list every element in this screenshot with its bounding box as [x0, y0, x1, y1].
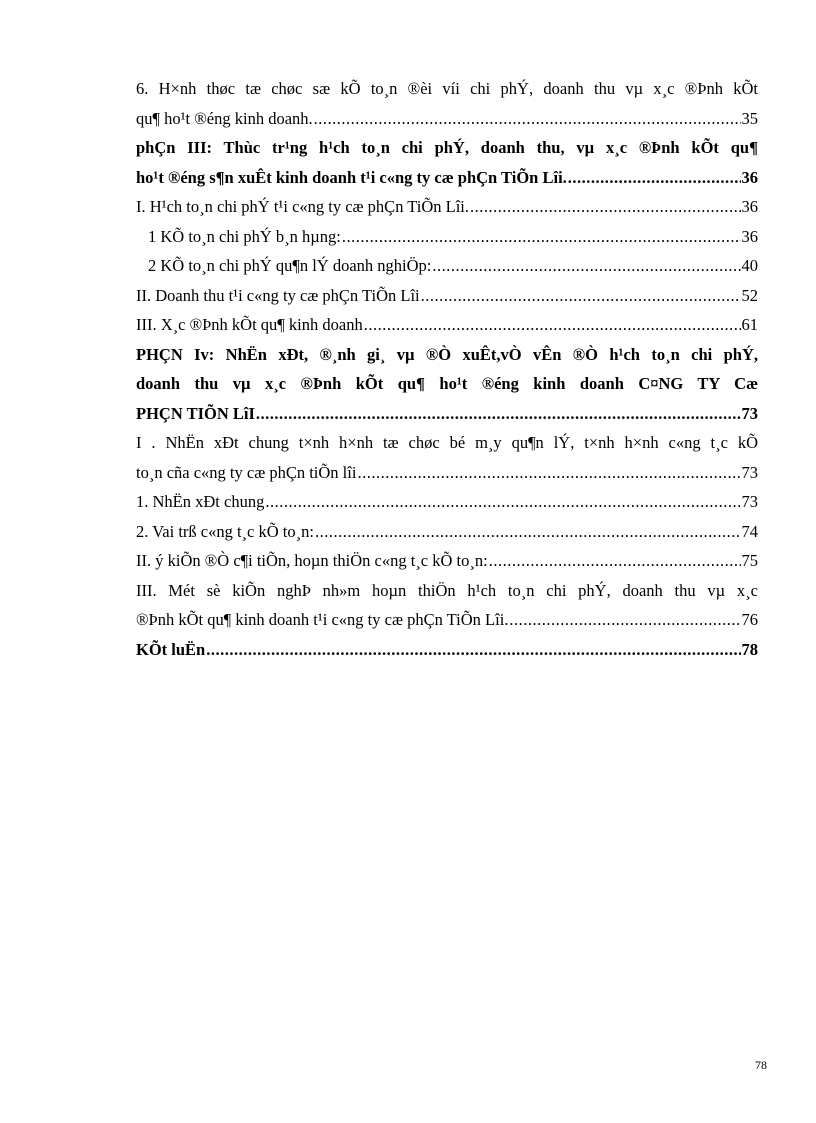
toc-page-number: 78	[741, 639, 758, 659]
toc-entry-line: 6. H×nh thøc tæ chøc sæ kÕ to¸n ®èi víi chi phÝ, doanh thu vµ x¸c ®Þnh kÕt	[136, 79, 758, 98]
dot-leader	[265, 487, 740, 517]
toc-entry	[136, 546, 758, 576]
dot-leader	[315, 517, 741, 547]
toc-page-number: 35	[741, 108, 758, 128]
toc-entry-title: 2 KÕ to¸n chi phÝ qu¶n lÝ doanh nghiÖp:	[148, 256, 432, 275]
toc-entry	[136, 635, 758, 665]
table-of-contents	[136, 74, 758, 664]
dot-leader	[206, 635, 740, 665]
toc-entry	[136, 487, 758, 517]
dot-leader	[509, 605, 740, 635]
toc-entry-title: 2. Vai trß c«ng t¸c kÕ to¸n:	[136, 521, 314, 541]
toc-entry-title: qu¶ ho¹t ®éng kinh doanh.	[136, 108, 313, 128]
toc-page-number: 76	[741, 610, 758, 629]
toc-entry-line: doanh thu vµ x¸c ®Þnh kÕt qu¶ ho¹t ®éng kinh doanh C¤NG TY Cæ	[136, 374, 758, 393]
toc-entry	[136, 428, 758, 487]
toc-entry-line: III. Mét sè kiÕn nghÞ nh»m hoµn thiÖn h¹ch to¸n chi phÝ, doanh thu vµ x¸c	[136, 580, 758, 600]
toc-page-number: 75	[741, 551, 758, 570]
dot-leader	[357, 458, 740, 488]
toc-entry	[136, 133, 758, 192]
toc-entry-title: II. Doanh thu t¹i c«ng ty cæ phÇn TiÕn Lîi	[136, 285, 420, 305]
toc-entry	[136, 340, 758, 429]
toc-entry-title: ®Þnh kÕt qu¶ kinh doanh t¹i c«ng ty cæ phÇn TiÕn Lîi.	[136, 610, 509, 629]
toc-entry-line: phÇn III: Thùc tr¹ng h¹ch to¸n chi phÝ, doanh thu, vµ x¸c ®Þnh kÕt qu¶	[136, 138, 758, 157]
toc-entry	[136, 222, 758, 252]
dot-leader	[568, 163, 741, 193]
toc-page-number: 73	[741, 492, 758, 511]
toc-entry	[136, 281, 758, 311]
toc-page-number: 61	[741, 315, 758, 334]
toc-entry-title: II. ý kiÕn ®Ò c¶i tiÕn, hoµn thiÖn c«ng t¸c kÕ to¸n:	[136, 551, 488, 570]
dot-leader	[432, 251, 740, 281]
toc-page-number: 73	[741, 462, 758, 482]
toc-entry-title: III. X¸c ®Þnh kÕt qu¶ kinh doanh	[136, 315, 363, 334]
toc-page-number: 36	[741, 167, 758, 187]
toc-entries	[136, 74, 758, 664]
toc-entry	[136, 576, 758, 635]
toc-entry	[136, 517, 758, 547]
toc-entry-title: 1. NhËn xÐt chung	[136, 492, 265, 511]
toc-page-number: 52	[741, 285, 758, 305]
page-number: 78	[755, 1058, 767, 1072]
dot-leader	[421, 281, 741, 311]
toc-entry	[136, 310, 758, 340]
dot-leader	[342, 222, 741, 252]
toc-entry-line: I . NhËn xÐt chung t×nh h×nh tæ chøc bé m¸y qu¶n lÝ, t×nh h×nh c«ng t¸c kÕ	[136, 433, 758, 452]
toc-entry-title: 1 KÕ to¸n chi phÝ b¸n hµng:	[148, 226, 341, 246]
toc-entry-line: PHÇN Iv: NhËn xÐt, ®¸nh gi¸ vµ ®Ò xuÊt,vÒ vÊn ®Ò h¹ch to¸n chi phÝ,	[136, 344, 758, 364]
toc-page-number: 73	[741, 403, 758, 423]
toc-page-number: 40	[741, 256, 758, 275]
toc-page-number: 36	[741, 197, 758, 216]
toc-entry	[136, 74, 758, 133]
toc-entry-title: ho¹t ®éng s¶n xuÊt kinh doanh t¹i c«ng ty cæ phÇn TiÕn Lîi.	[136, 167, 567, 187]
toc-entry-title: I. H¹ch to¸n chi phÝ t¹i c«ng ty cæ phÇn TiÕn Lîi.	[136, 197, 470, 216]
toc-entry-title: to¸n cña c«ng ty cæ phÇn tiÕn lîi	[136, 462, 357, 482]
dot-leader	[489, 546, 741, 576]
toc-entry-title: PHÇN TIÕN LîI	[136, 403, 255, 423]
dot-leader	[470, 192, 740, 222]
dot-leader	[364, 310, 741, 340]
toc-entry	[136, 192, 758, 222]
toc-entry-title: KÕt luËn	[136, 639, 206, 659]
dot-leader	[256, 399, 741, 429]
toc-entry	[136, 251, 758, 281]
toc-page-number: 36	[741, 226, 758, 246]
toc-page-number: 74	[741, 521, 758, 541]
dot-leader	[314, 104, 741, 134]
